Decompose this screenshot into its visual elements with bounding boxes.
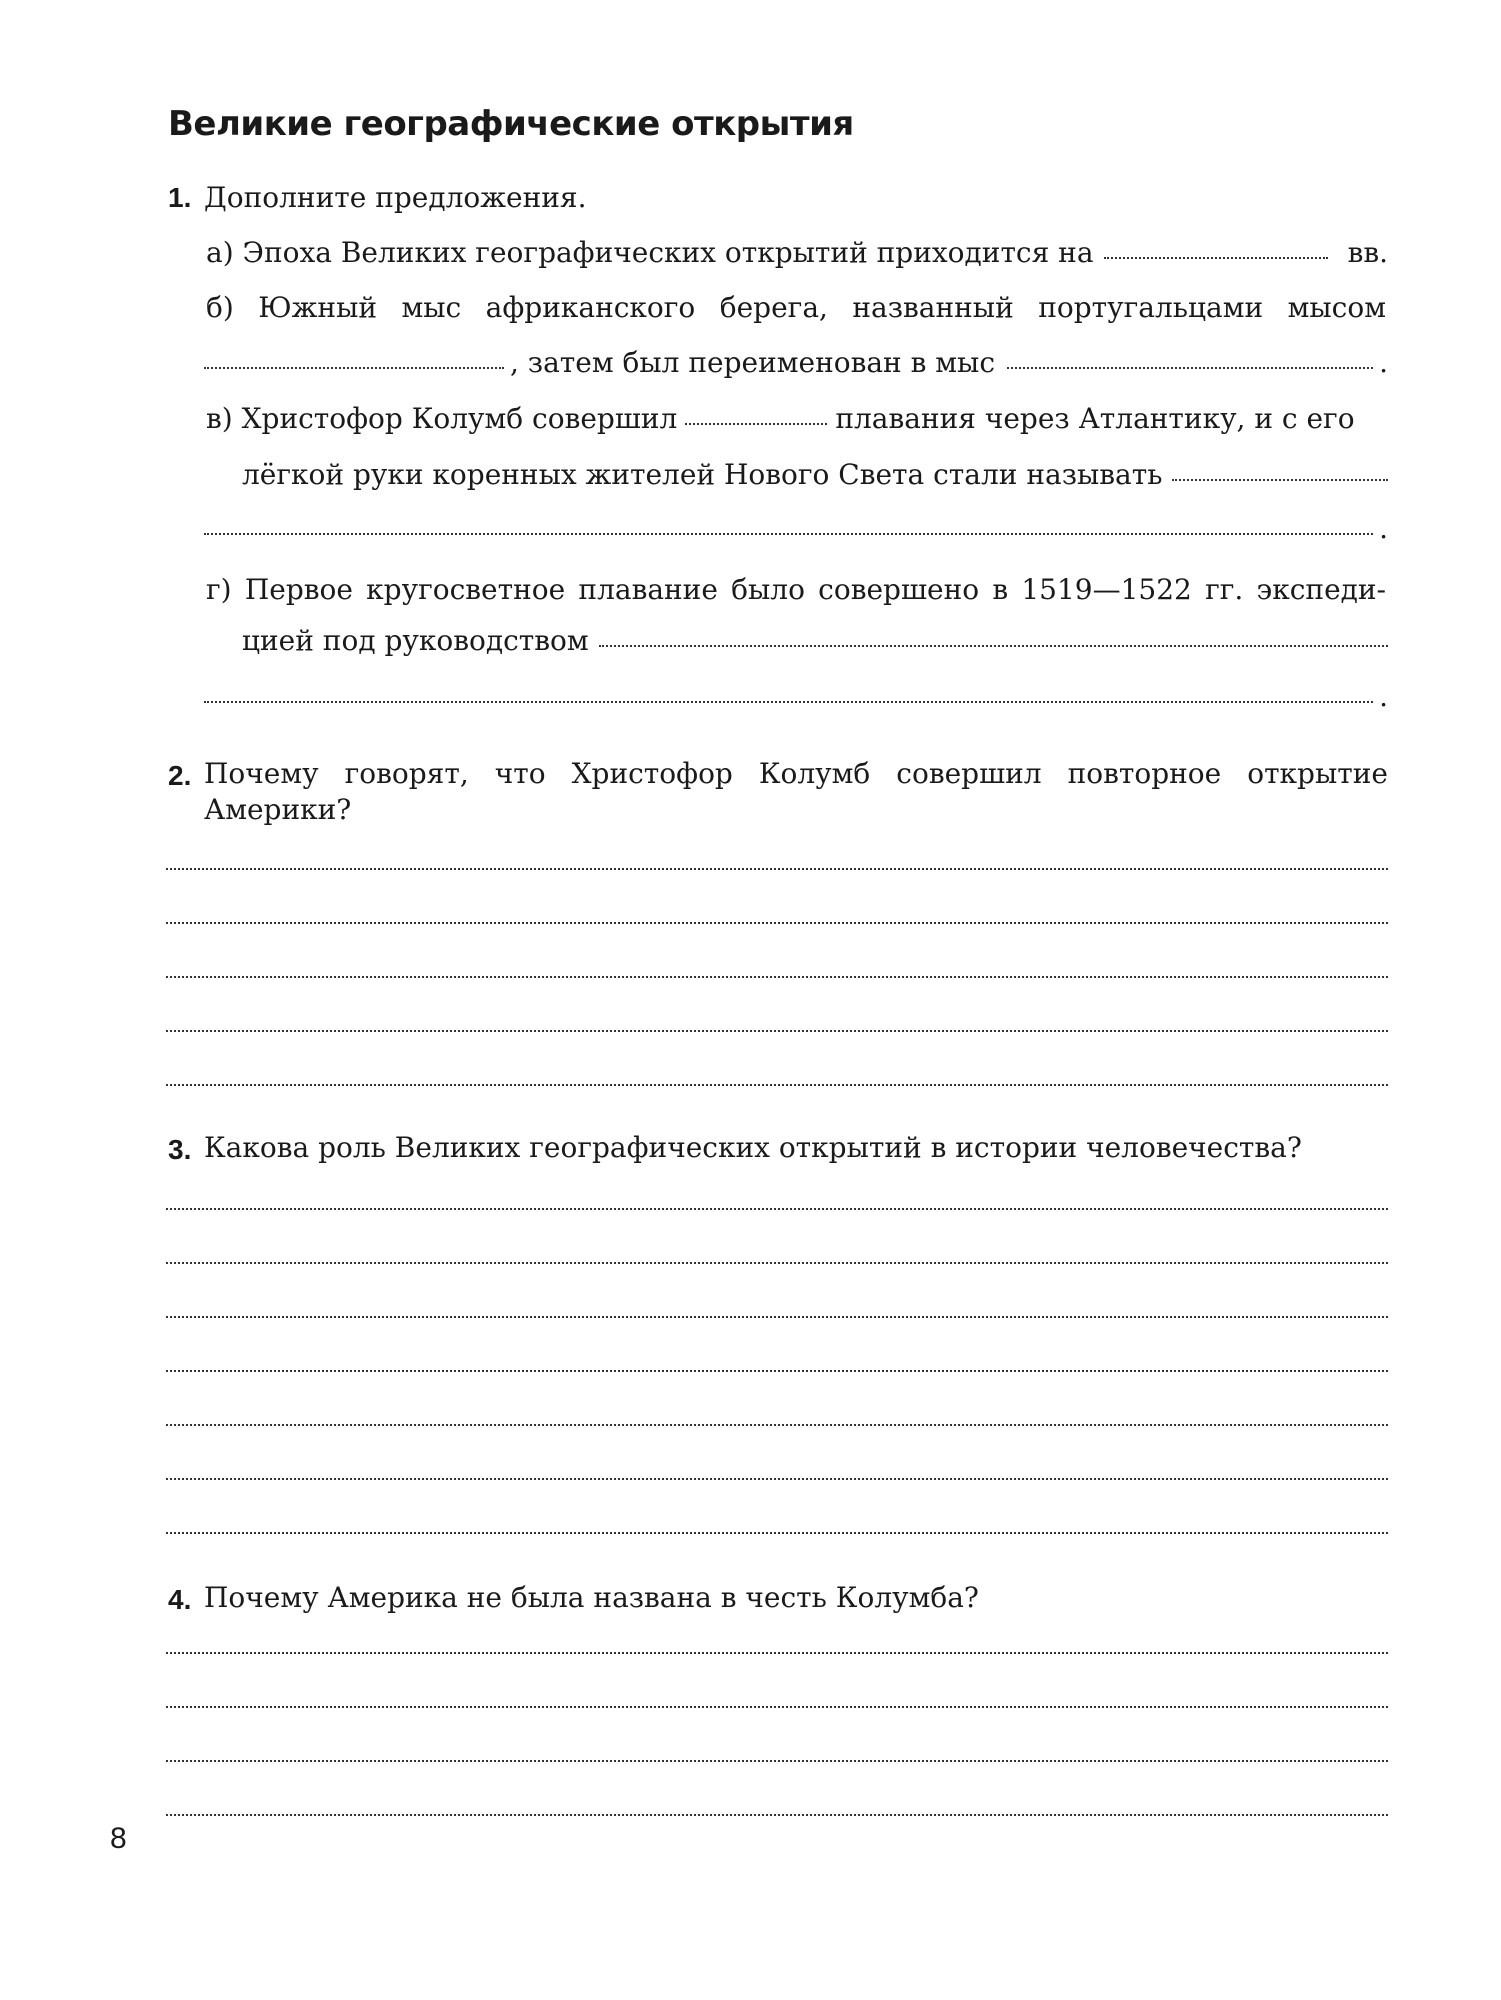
- answer-line[interactable]: [166, 1760, 1388, 1762]
- q1-d-line1: г) Первое кругосветное плавание было совершено в 1519—1522 гг. экспеди-: [206, 573, 1386, 606]
- answer-line[interactable]: [166, 1262, 1388, 1264]
- q1-c-line3: [204, 512, 1388, 545]
- q1-c-blank-3[interactable]: [204, 533, 1373, 535]
- answer-line[interactable]: [166, 1030, 1388, 1032]
- q1-b-line2: [204, 346, 1388, 379]
- q1-c-line2: [242, 458, 1388, 491]
- answer-line[interactable]: [166, 1652, 1388, 1654]
- page-title: Великие географические открытия: [168, 104, 854, 144]
- answer-line[interactable]: [166, 1424, 1388, 1426]
- answer-line[interactable]: [166, 1532, 1388, 1534]
- q1-d-line2: [242, 624, 1388, 657]
- q1-d-end: .: [1379, 680, 1388, 713]
- question-4-text: Почему Америка не была названа в честь Колумба?: [204, 1581, 979, 1614]
- answer-line[interactable]: [166, 1084, 1388, 1086]
- answer-line[interactable]: [166, 1208, 1388, 1210]
- q1-a-tail: вв.: [1347, 236, 1388, 269]
- answer-line[interactable]: [166, 868, 1388, 870]
- q1-a-answer-blank[interactable]: [1104, 257, 1328, 259]
- answer-line[interactable]: [166, 1814, 1388, 1816]
- answer-line[interactable]: [166, 976, 1388, 978]
- answer-line[interactable]: [166, 1370, 1388, 1372]
- question-3-text: Какова роль Великих географических открытий в истории человечества?: [204, 1131, 1302, 1164]
- page-number: 8: [110, 1822, 127, 1855]
- q1-b-blank-1[interactable]: [204, 367, 504, 369]
- q1-b-line1: б) Южный мыс африканского берега, названный португальцами мысом: [206, 291, 1386, 324]
- q1-a-line: [206, 236, 1388, 269]
- answer-line[interactable]: [166, 922, 1388, 924]
- q1-b-mid: , затем был переименован в мыс: [510, 346, 996, 379]
- q1-c-blank-1[interactable]: [685, 423, 827, 425]
- q1-d-blank-2[interactable]: [204, 701, 1373, 703]
- answer-line[interactable]: [166, 1706, 1388, 1708]
- question-2-line1: Почему говорят, что Христофор Колумб совершил повторное открытие: [204, 757, 1388, 790]
- q1-d-line3: [204, 680, 1388, 713]
- q1-c-blank-2[interactable]: [1172, 479, 1388, 481]
- q1-c-mid: плавания через Атлантику, и с его: [835, 402, 1355, 435]
- question-2-line2: Америки?: [204, 793, 352, 826]
- q1-c-line2-text: лёгкой руки коренных жителей Нового Света стали называть: [242, 458, 1163, 491]
- answer-line[interactable]: [166, 1316, 1388, 1318]
- question-1-prompt: Дополните предложения.: [204, 181, 587, 214]
- question-2-number: 2.: [168, 760, 192, 791]
- q1-d-line2-text: цией под руководством: [242, 624, 589, 657]
- answer-line[interactable]: [166, 1478, 1388, 1480]
- q1-d-blank-1[interactable]: [599, 645, 1388, 647]
- question-4-number: 4.: [168, 1584, 192, 1615]
- question-1-number: 1.: [168, 182, 192, 213]
- q1-b-end: .: [1379, 346, 1388, 379]
- q1-c-line1: [206, 402, 1388, 435]
- q1-b-blank-2[interactable]: [1007, 367, 1373, 369]
- q1-c-lead: в) Христофор Колумб совершил: [206, 402, 678, 435]
- q1-c-end: .: [1379, 512, 1388, 545]
- question-3-number: 3.: [168, 1134, 192, 1165]
- q1-a-lead: а) Эпоха Великих географических открытий приходится на: [206, 236, 1094, 269]
